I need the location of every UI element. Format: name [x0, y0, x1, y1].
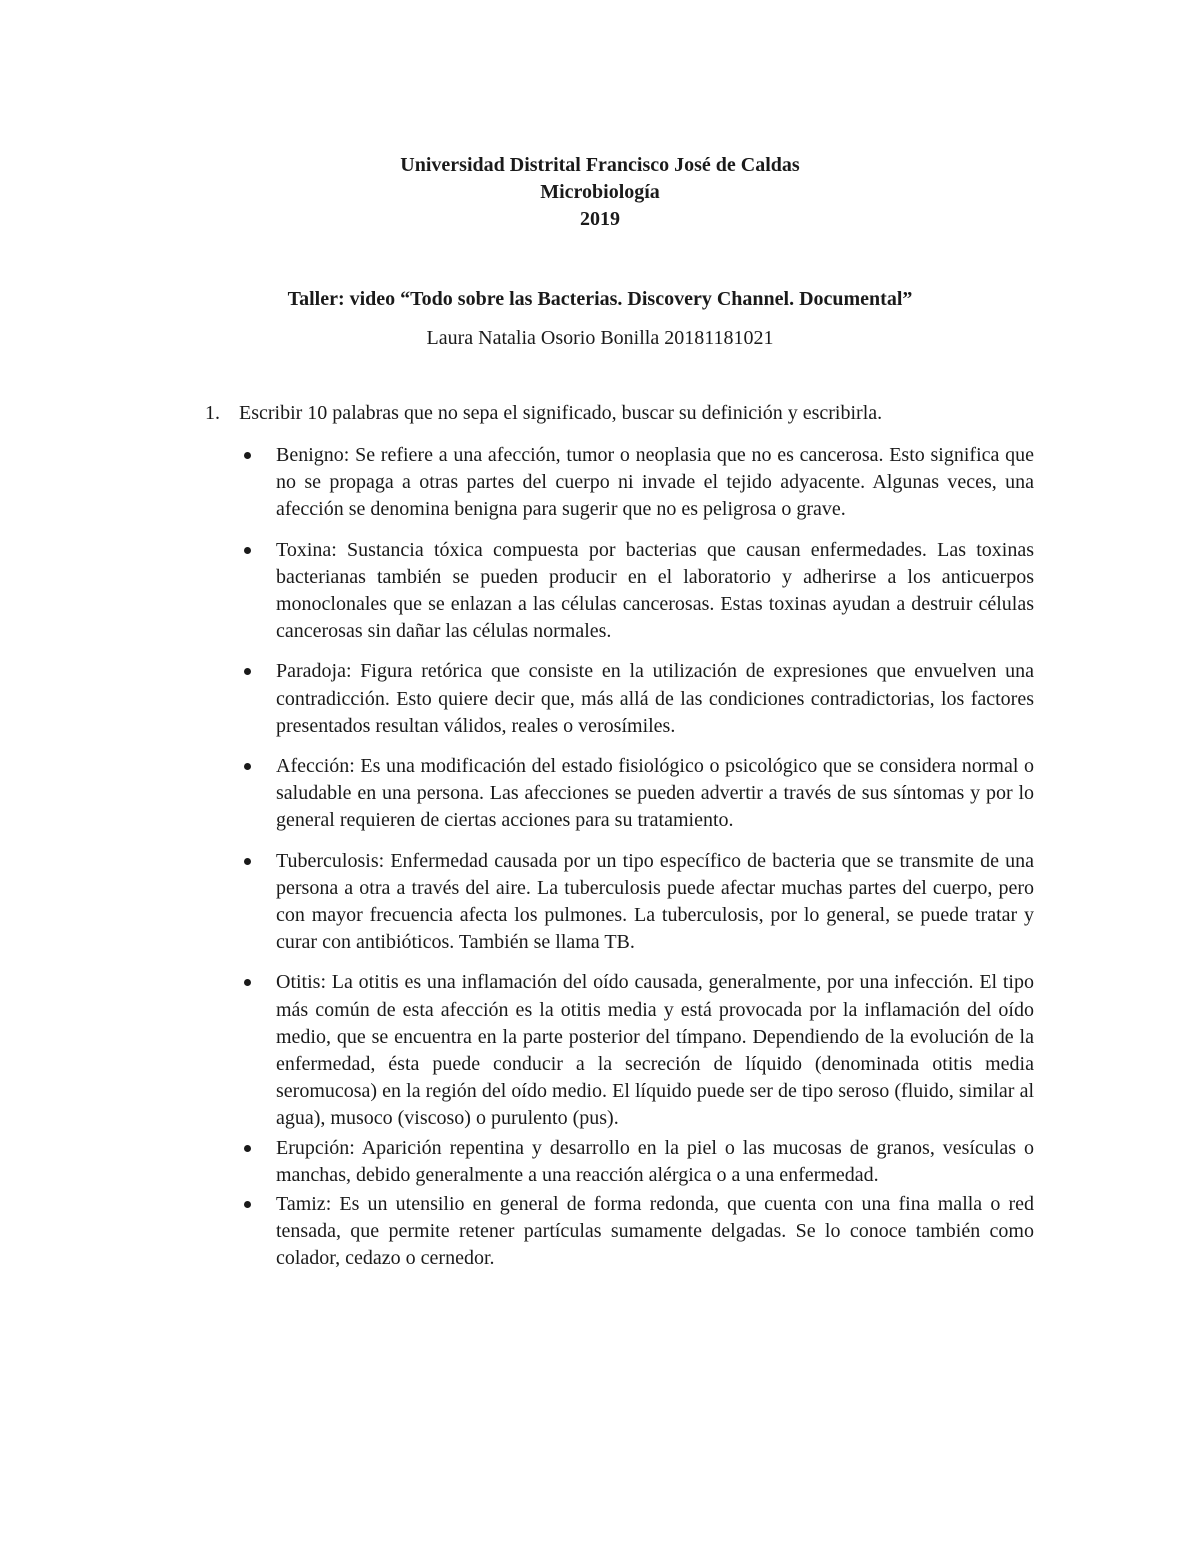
bullet-icon: [244, 763, 251, 770]
bullet-icon: [244, 452, 251, 459]
bullet-icon: [244, 979, 251, 986]
bullet-icon: [244, 1145, 251, 1152]
bullet-icon: [244, 668, 251, 675]
definition-text: Benigno: Se refiere a una afección, tumor o neoplasia que no es cancerosa. Esto significa que no se propaga a otras partes del cuerpo ni invade el tejido adyacente. Algunas veces, una afección se denomina benigna para sugerir que no es peligrosa o grave.: [276, 444, 1034, 521]
definition-item-otitis: [238, 969, 1034, 1132]
definition-item-tuberculosis: [238, 848, 1034, 957]
definition-item-benigno: [238, 442, 1034, 524]
definition-item-paradoja: [238, 658, 1034, 740]
definition-text: Otitis: La otitis es una inflamación del oído causada, generalmente, por una infección. El tipo más común de esta afección es la otitis media y está provocada por la inflamación del oído medio, que se encuentra en la parte posterior del tímpano. Dependiendo de la evolución de la enfermedad, ésta puede conducir a la secreción de líquido (denominada otitis media seromucosa) en la región del oído medio. El líquido puede ser de tipo seroso (fluido, similar al agua), musoco (viscoso) o purulento (pus).: [276, 971, 1034, 1130]
workshop-title: Taller: video “Todo sobre las Bacterias. Discovery Channel. Documental”: [287, 288, 913, 310]
definition-item-erupcion: [238, 1135, 1034, 1189]
definition-text: Afección: Es una modificación del estado fisiológico o psicológico que se considera normal o saludable en una persona. Las afecciones se pueden advertir a través de sus síntomas y por lo general requieren de ciertas acciones para su tratamiento.: [276, 755, 1034, 832]
university-name: Universidad Distrital Francisco José de Caldas: [400, 154, 800, 176]
bullet-icon: [244, 547, 251, 554]
question-text: Escribir 10 palabras que no sepa el significado, buscar su definición y escribirla.: [239, 402, 883, 424]
definition-text: Tamiz: Es un utensilio en general de forma redonda, que cuenta con una fina malla o red tensada, que permite retener partículas sumamente delgadas. Se lo conoce también como colador, cedazo o cernedor.: [276, 1193, 1034, 1270]
definition-item-afeccion: [238, 753, 1034, 835]
bullet-icon: [244, 858, 251, 865]
definition-item-toxina: [238, 537, 1034, 646]
question-item: [205, 400, 1035, 427]
definition-text: Erupción: Aparición repentina y desarrollo en la piel o las mucosas de granos, vesículas o manchas, debido generalmente a una reacción alérgica o a una enfermedad.: [276, 1136, 1034, 1186]
document-year: 2019: [580, 208, 620, 230]
definition-text: Paradoja: Figura retórica que consiste en la utilización de expresiones que envuelven una contradicción. Esto quiere decir que, más allá de las condiciones contradictorias, los factores presentados resultan válidos, reales o verosímiles.: [276, 660, 1034, 737]
definitions-list: [238, 442, 1034, 1275]
question-number: 1.: [205, 402, 220, 424]
bullet-icon: [244, 1201, 251, 1208]
definition-item-tamiz: [238, 1191, 1034, 1273]
subject-name: Microbiología: [540, 181, 660, 203]
definition-text: Tuberculosis: Enfermedad causada por un tipo específico de bacteria que se transmite de una persona a otra a través del aire. La tuberculosis puede afectar muchas partes del cuerpo, pero con mayor frecuencia afecta los pulmones. La tuberculosis, por lo general, se puede tratar y curar con antibióticos. También se llama TB.: [276, 849, 1034, 954]
author-line: Laura Natalia Osorio Bonilla 20181181021: [426, 327, 774, 349]
definition-text: Toxina: Sustancia tóxica compuesta por bacterias que causan enfermedades. Las toxinas bacterianas también se pueden producir en el laboratorio y adherirse a los anticuerpos monoclonales que se enlazan a las células cancerosas. Estas toxinas ayudan a destruir células cancerosas sin dañar las células normales.: [276, 538, 1034, 643]
document-header: [0, 152, 1200, 233]
